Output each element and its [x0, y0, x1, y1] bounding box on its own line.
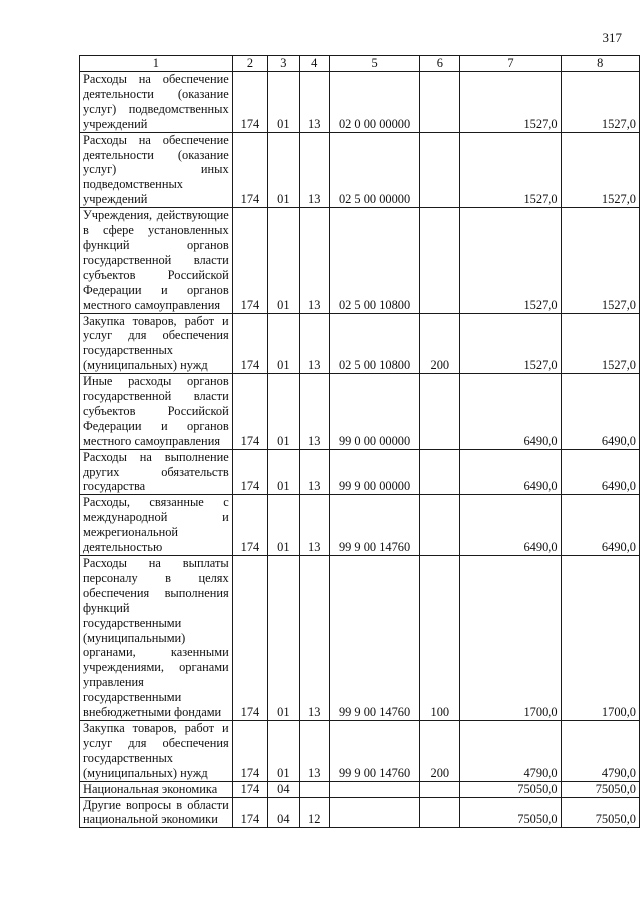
- expense-type-cell: [420, 208, 460, 313]
- subsection-code-cell: 13: [299, 449, 329, 495]
- target-item-cell: 02 5 00 10800: [329, 208, 419, 313]
- agency-code-cell: 174: [232, 72, 267, 133]
- agency-code-cell: 174: [232, 720, 267, 781]
- agency-code-cell: 174: [232, 449, 267, 495]
- agency-code-cell: 174: [232, 797, 267, 828]
- agency-code-cell: 174: [232, 208, 267, 313]
- subsection-code-cell: 13: [299, 556, 329, 721]
- expense-type-cell: 200: [420, 313, 460, 374]
- header-cell-3: 3: [268, 56, 299, 72]
- section-code-cell: 01: [268, 374, 299, 450]
- section-code-cell: 01: [268, 495, 299, 556]
- expense-type-cell: [420, 449, 460, 495]
- amount-cell-7: 4790,0: [460, 720, 561, 781]
- header-cell-5: 5: [329, 56, 419, 72]
- target-item-cell: 02 5 00 00000: [329, 132, 419, 208]
- expense-type-cell: [420, 72, 460, 133]
- target-item-cell: 99 0 00 00000: [329, 374, 419, 450]
- amount-cell-8: 4790,0: [561, 720, 639, 781]
- subsection-code-cell: 13: [299, 132, 329, 208]
- expense-name-cell: Учреждения, действующие в сфере установленных функций органов государственной власти субъектов Российской Федерации и органов местного самоуправления: [80, 208, 233, 313]
- target-item-cell: 02 5 00 10800: [329, 313, 419, 374]
- amount-cell-7: 1527,0: [460, 132, 561, 208]
- expense-name-cell: Иные расходы органов государственной власти субъектов Российской Федерации и органов местного самоуправления: [80, 374, 233, 450]
- amount-cell-8: 75050,0: [561, 797, 639, 828]
- section-code-cell: 01: [268, 132, 299, 208]
- target-item-cell: 99 9 00 00000: [329, 449, 419, 495]
- section-code-cell: 04: [268, 797, 299, 828]
- amount-cell-7: 6490,0: [460, 495, 561, 556]
- amount-cell-7: 1527,0: [460, 313, 561, 374]
- amount-cell-8: 6490,0: [561, 495, 639, 556]
- header-cell-6: 6: [420, 56, 460, 72]
- subsection-code-cell: 13: [299, 313, 329, 374]
- agency-code-cell: 174: [232, 374, 267, 450]
- amount-cell-8: 6490,0: [561, 374, 639, 450]
- table-row: [80, 132, 640, 208]
- header-cell-4: 4: [299, 56, 329, 72]
- table-row: [80, 208, 640, 313]
- amount-cell-8: 1700,0: [561, 556, 639, 721]
- amount-cell-7: 1527,0: [460, 72, 561, 133]
- section-code-cell: 01: [268, 720, 299, 781]
- table-row: [80, 495, 640, 556]
- amount-cell-7: 6490,0: [460, 449, 561, 495]
- amount-cell-8: 1527,0: [561, 72, 639, 133]
- budget-table: [79, 55, 640, 828]
- amount-cell-8: 6490,0: [561, 449, 639, 495]
- subsection-code-cell: 12: [299, 797, 329, 828]
- section-code-cell: 01: [268, 72, 299, 133]
- subsection-code-cell: 13: [299, 374, 329, 450]
- expense-type-cell: [420, 132, 460, 208]
- expense-name-cell: Национальная экономика: [80, 781, 233, 797]
- target-item-cell: 99 9 00 14760: [329, 495, 419, 556]
- target-item-cell: 99 9 00 14760: [329, 720, 419, 781]
- subsection-code-cell: 13: [299, 208, 329, 313]
- header-cell-7: 7: [460, 56, 561, 72]
- agency-code-cell: 174: [232, 313, 267, 374]
- table-row: [80, 720, 640, 781]
- table-row: [80, 72, 640, 133]
- amount-cell-8: 1527,0: [561, 208, 639, 313]
- amount-cell-8: 75050,0: [561, 781, 639, 797]
- subsection-code-cell: 13: [299, 72, 329, 133]
- agency-code-cell: 174: [232, 781, 267, 797]
- subsection-code-cell: 13: [299, 495, 329, 556]
- amount-cell-7: 6490,0: [460, 374, 561, 450]
- table-row: [80, 797, 640, 828]
- expense-name-cell: Расходы, связанные с международной и межрегиональной деятельностью: [80, 495, 233, 556]
- subsection-code-cell: 13: [299, 720, 329, 781]
- amount-cell-7: 75050,0: [460, 781, 561, 797]
- expense-type-cell: [420, 797, 460, 828]
- expense-name-cell: Расходы на обеспечение деятельности (оказание услуг) иных подведомственных учреждений: [80, 132, 233, 208]
- expense-type-cell: [420, 781, 460, 797]
- table-header-row: [80, 56, 640, 72]
- section-code-cell: 01: [268, 449, 299, 495]
- expense-name-cell: Расходы на выполнение других обязательств государства: [80, 449, 233, 495]
- expense-name-cell: Закупка товаров, работ и услуг для обеспечения государственных (муниципальных) нужд: [80, 313, 233, 374]
- table-row: [80, 374, 640, 450]
- table-row: [80, 781, 640, 797]
- amount-cell-7: 1527,0: [460, 208, 561, 313]
- amount-cell-8: 1527,0: [561, 313, 639, 374]
- section-code-cell: 01: [268, 208, 299, 313]
- header-cell-1: 1: [80, 56, 233, 72]
- expense-type-cell: [420, 495, 460, 556]
- expense-name-cell: Другие вопросы в области национальной экономики: [80, 797, 233, 828]
- amount-cell-7: 1700,0: [460, 556, 561, 721]
- expense-type-cell: 200: [420, 720, 460, 781]
- section-code-cell: 04: [268, 781, 299, 797]
- target-item-cell: 99 9 00 14760: [329, 556, 419, 721]
- amount-cell-8: 1527,0: [561, 132, 639, 208]
- expense-name-cell: Расходы на выплаты персоналу в целях обеспечения выполнения функций государственными (муниципальными) органами, казенными учреждениями, органами управления государственными внебюджетными фондами: [80, 556, 233, 721]
- header-cell-8: 8: [561, 56, 639, 72]
- page-number: 317: [602, 30, 622, 45]
- agency-code-cell: 174: [232, 132, 267, 208]
- amount-cell-7: 75050,0: [460, 797, 561, 828]
- agency-code-cell: 174: [232, 495, 267, 556]
- target-item-cell: [329, 797, 419, 828]
- subsection-code-cell: [299, 781, 329, 797]
- agency-code-cell: 174: [232, 556, 267, 721]
- expense-name-cell: Закупка товаров, работ и услуг для обеспечения государственных (муниципальных) нужд: [80, 720, 233, 781]
- section-code-cell: 01: [268, 556, 299, 721]
- expense-type-cell: 100: [420, 556, 460, 721]
- target-item-cell: [329, 781, 419, 797]
- header-cell-2: 2: [232, 56, 267, 72]
- expense-name-cell: Расходы на обеспечение деятельности (оказание услуг) подведомственных учреждений: [80, 72, 233, 133]
- table-row: [80, 313, 640, 374]
- table-row: [80, 556, 640, 721]
- expense-type-cell: [420, 374, 460, 450]
- section-code-cell: 01: [268, 313, 299, 374]
- target-item-cell: 02 0 00 00000: [329, 72, 419, 133]
- table-row: [80, 449, 640, 495]
